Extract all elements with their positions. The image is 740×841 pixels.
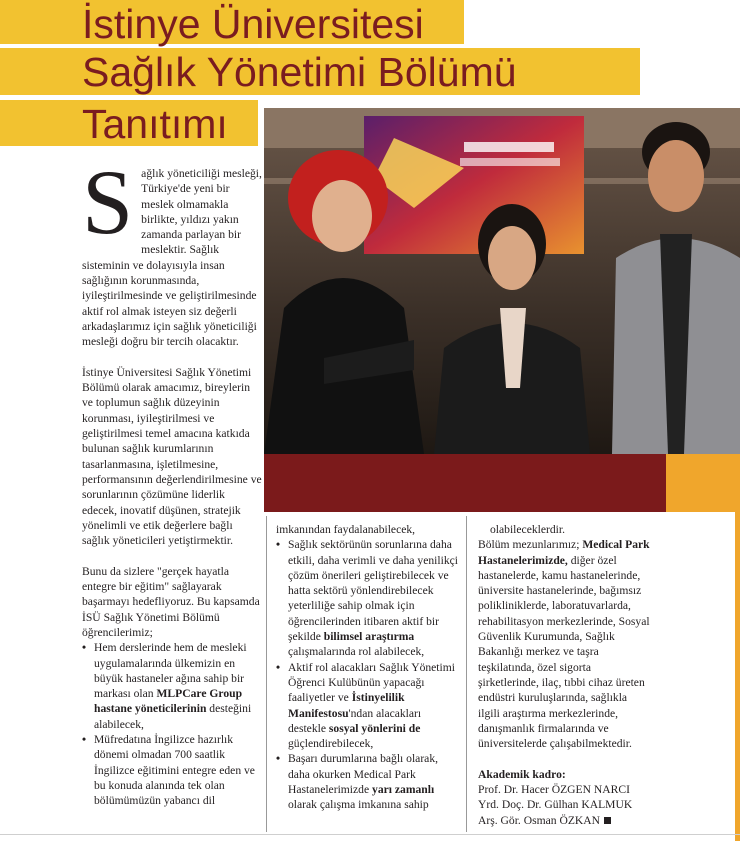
orange-block — [666, 454, 740, 512]
list-item: • Hem derslerinde hem de mesleki uygulamalarında ülkemizin en büyük hastaneler ağına sahip bir markası olan MLPCare Group hastane yöneticilerinin desteğini alabilecek, — [82, 640, 262, 732]
orange-strip — [735, 512, 740, 841]
page-bottom-rule — [0, 834, 740, 835]
staff-member: Yrd. Doç. Dr. Gülhan KALMUK — [478, 798, 633, 812]
intro-paragraph: ağlık yöneticiliği mesleği, Türkiye'de yeni bir meslek olmamakla birlikte, yıldızı yakın zamanda parlayan bir meslektir. Sağlık sisteminin ve dolayısıyla insan sağlığının korunmasında, iyileştirilmesinde ve geliştirilmesinde aktif rol almak isteyen siz değerli arkadaşlarımız için sağlık yöneticiliği mesleği doğru bir tercih olacaktır. — [82, 167, 262, 349]
continued-text: olabileceklerdir. — [490, 523, 566, 536]
list-item: • Müfredatına İngilizce hazırlık dönemi olmadan 700 saatlik İngilizce eğitimini entegre eden ve bu konuda alanında tek olan bölümümüzün yabancı dil — [82, 732, 262, 808]
staff-member: Arş. Gör. Osman ÖZKAN — [478, 813, 650, 828]
list-item: • Sağlık sektörünün sorunlarına daha etkili, daha verimli ve daha yenilikçi çözüm önerileri geliştirebilecek ve hatta sektörü yönlendirebilecek yeterliliğe sahip olmak için öğrencilerinden itibaren aktif bir şekilde bilimsel araştırma çalışmalarında rol alabilecek, — [276, 537, 458, 659]
staff-heading: Akademik kadro: — [478, 767, 566, 781]
column-2 — [276, 522, 458, 813]
drop-cap: S — [82, 151, 134, 253]
approach-paragraph: Bunu da sizlere "gerçek hayatla entegre bir eğitim" sağlayarak başarmayı hedefliyoruz. Bu kapsamda İSÜ Sağlık Yönetimi Bölümü öğrencilerimiz; — [82, 564, 260, 639]
list-item: • Başarı durumlarına bağlı olarak, daha okurken Medical Park Hastanelerimizde yarı zamanlı olarak çalışma imkanına sahip — [276, 751, 458, 812]
column-3 — [478, 522, 650, 828]
graduates-paragraph: Bölüm mezunlarımız; Medical Park Hastanelerimizde, diğer özel hastanelerde, kamu hastanelerinde, üniversite hastanelerinde, bağımsız polikliniklerde, laboratuvarlarda, rehabilitasyon merkezlerinde, Sosyal Güvenlik Kurumunda, Sağlık Bakanlığı merkez ve taşra teşkilatında, özel sigorta şirketlerinde, ilaç, tıbbi cihaz üreten endüstri kuruluşlarında, sağlıkla ilgili araştırma merkezlerinde, danışmanlık firmalarında ve üniversitelerde çalışabilmektedir. — [478, 538, 650, 751]
column-divider — [466, 516, 467, 832]
continued-text: imkanından faydalanabilecek, — [276, 523, 416, 536]
list-item: • Aktif rol alacakları Sağlık Yönetimi Öğrenci Kulübünün yapacağı faaliyetler ve İstinyelilik Manifestosu'ndan alacakları destekle sosyal yönlerini de güçlendirebilecek, — [276, 660, 458, 752]
title-line-1: İstinye Üniversitesi — [82, 1, 424, 47]
end-mark-icon — [604, 817, 611, 824]
group-photo — [264, 108, 740, 454]
staff-member: Prof. Dr. Hacer ÖZGEN NARCI — [478, 783, 630, 797]
column-1 — [82, 151, 262, 808]
red-band — [264, 454, 666, 512]
title-line-2: Sağlık Yönetimi Bölümü — [82, 49, 517, 95]
column-divider — [266, 516, 267, 832]
goal-paragraph: İstinye Üniversitesi Sağlık Yönetimi Bölümü olarak amacımız, bireylerin ve toplumun sağlık düzeyinin korunması, iyileştirilmesi ve geliştirilmesi temel amacına katkıda bulunan sağlık kurumlarının tasarlanmasına, işletilmesine, performansının değerlendirilmesine ve sorunlarının çözümüne liderlik edecek, inovatif düşünen, stratejik yönelimli ve etik değerlere bağlı sağlık yöneticileri yetiştirmektir. — [82, 365, 262, 548]
title-line-3: Tanıtımı — [82, 101, 228, 147]
group-photo-illustration — [264, 108, 740, 454]
